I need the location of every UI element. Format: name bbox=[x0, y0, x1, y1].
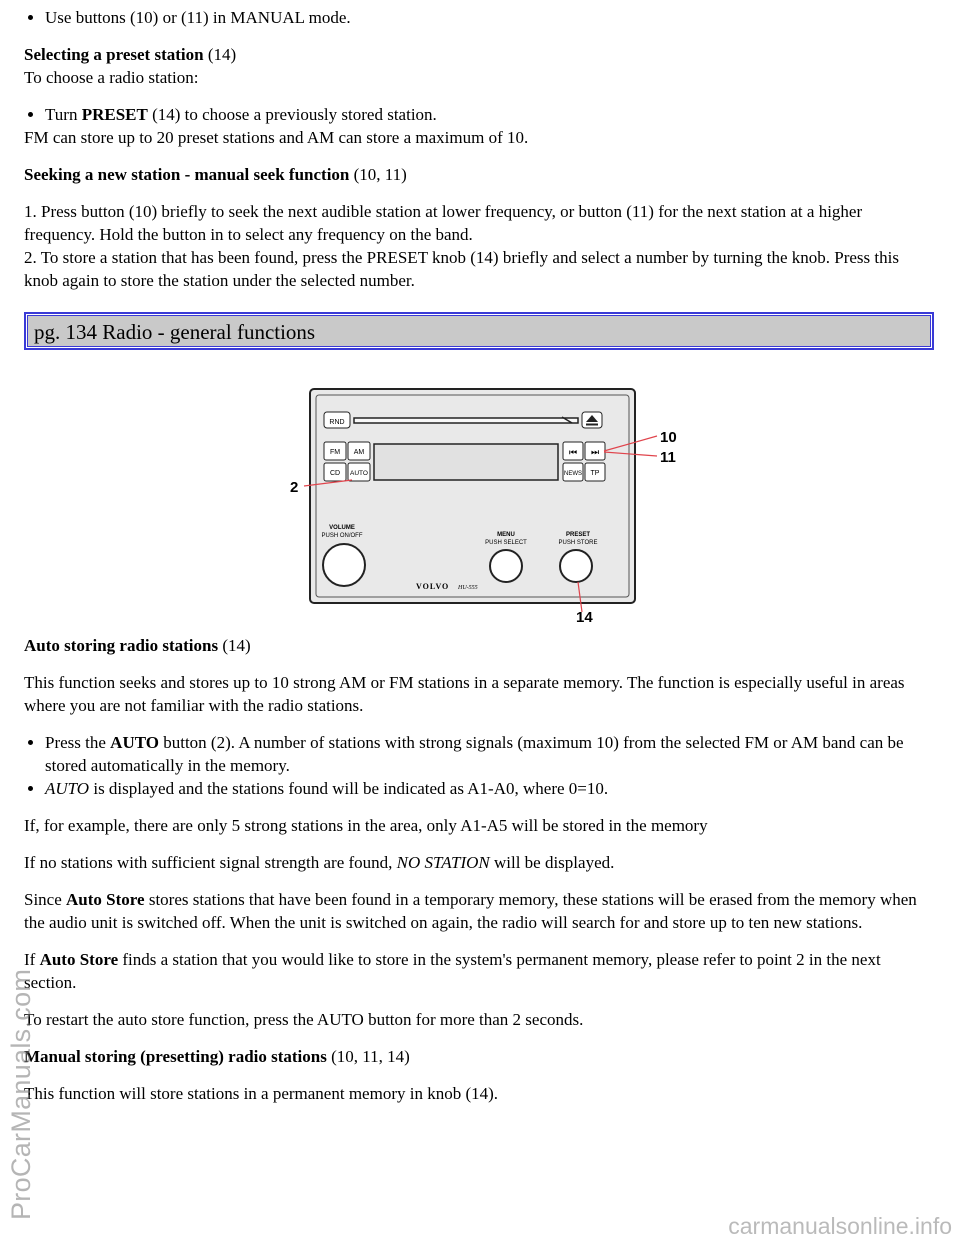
if-post: finds a station that you would like to store in the system's permanent memory, please refer to point 2 in the next section. bbox=[24, 950, 881, 992]
seek-ref: (10, 11) bbox=[349, 165, 407, 184]
seek-heading-paragraph bbox=[24, 163, 934, 186]
auto-bullet2-italic: AUTO bbox=[45, 779, 90, 798]
auto-bullet1-pre: Press the bbox=[45, 733, 111, 752]
section-title-bar bbox=[24, 312, 934, 350]
volume-label-1: VOLUME bbox=[329, 525, 355, 531]
manual-store-heading-paragraph bbox=[24, 1045, 934, 1068]
if-pre: If bbox=[24, 950, 40, 969]
cd-label: CD bbox=[329, 470, 341, 477]
auto-label: AUTO bbox=[350, 470, 368, 477]
callout-11: 11 bbox=[660, 449, 676, 466]
volume-knob bbox=[323, 544, 365, 586]
callout-2: 2 bbox=[290, 479, 299, 496]
auto-bullet1-post: button (2). A number of stations with strong signals (maximum 10) from the selected FM or AM band can be stored automatically in the memory. bbox=[45, 733, 904, 775]
preset-heading: Selecting a preset station bbox=[24, 45, 204, 64]
section-title: pg. 134 Radio - general functions bbox=[34, 320, 316, 344]
seek-down-icon: ⏮ bbox=[568, 448, 578, 458]
fm-label: FM bbox=[329, 449, 341, 456]
auto-bullet1-bold: AUTO bbox=[110, 733, 159, 752]
seek-step-2: 2. To store a station that has been found, press the PRESET knob (14) briefly and select a number by turning the knob. Press this knob again to store the station under the selected number. bbox=[24, 248, 899, 290]
seek-step-1: 1. Press button (10) briefly to seek the next audible station at lower frequency, or button (11) for the next station at a higher frequency. Hold the button in to select any frequency on the band. bbox=[24, 202, 863, 244]
tp-label: TP bbox=[590, 470, 600, 477]
no-station-paragraph bbox=[24, 851, 934, 874]
since-paragraph bbox=[24, 888, 934, 934]
preset-bullet-post: (14) to choose a previously stored station. bbox=[147, 105, 437, 124]
watermark-left-text: ProCarManuals.com bbox=[6, 968, 36, 1220]
since-post: stores stations that have been found in a temporary memory, these stations will be erased from the memory when the audio unit is switched off. When the unit is switched on again, the radio will search for and store up to ten new stations. bbox=[24, 890, 917, 932]
cd-slot bbox=[354, 418, 578, 423]
menu-knob bbox=[490, 550, 522, 582]
preset-list bbox=[24, 103, 934, 126]
preset-line: To choose a radio station: bbox=[24, 68, 199, 87]
if-bold: Auto Store bbox=[39, 950, 119, 969]
if-paragraph bbox=[24, 948, 934, 994]
auto-store-heading: Auto storing radio stations bbox=[24, 636, 219, 655]
seek-steps bbox=[24, 200, 934, 292]
preset-bullet-bold: PRESET bbox=[81, 105, 148, 124]
auto-store-example: If, for example, there are only 5 strong stations in the area, only A1-A5 will be stored in the memory bbox=[24, 816, 708, 835]
since-bold: Auto Store bbox=[66, 890, 145, 909]
preset-label-2: PUSH STORE bbox=[558, 540, 598, 546]
eject-icon-bar bbox=[586, 424, 598, 426]
volume-label-2: PUSH ON/OFF bbox=[321, 533, 363, 539]
callout-10: 10 bbox=[660, 429, 677, 446]
model-label: HU-555 bbox=[458, 585, 478, 591]
preset-knob bbox=[560, 550, 592, 582]
menu-label-2: PUSH SELECT bbox=[485, 540, 527, 546]
manual-store-desc: This function will store stations in a permanent memory in knob (14). bbox=[24, 1084, 499, 1103]
preset-bullet bbox=[45, 103, 934, 126]
preset-label-1: PRESET bbox=[565, 532, 591, 538]
preset-paragraph bbox=[24, 43, 934, 89]
radio-figure bbox=[24, 350, 934, 634]
seek-up-icon: ⏭ bbox=[590, 448, 600, 458]
no-station-italic: NO STATION bbox=[396, 853, 490, 872]
watermark-left bbox=[0, 480, 60, 1240]
auto-store-bullet-2 bbox=[45, 777, 934, 800]
no-station-post: will be displayed. bbox=[489, 853, 615, 872]
auto-store-list bbox=[24, 731, 934, 800]
no-station-pre: If no stations with sufficient signal strength are found, bbox=[24, 853, 397, 872]
manual-store-heading: Manual storing (presetting) radio stations bbox=[24, 1047, 327, 1066]
since-pre: Since bbox=[24, 890, 67, 909]
auto-store-bullet-1 bbox=[45, 731, 934, 777]
auto-store-desc: This function seeks and stores up to 10 strong AM or FM stations in a separate memory. The function is especially useful in areas where you are not familiar with the radio stations. bbox=[24, 673, 905, 715]
watermark-bottom: carmanualsonline.info bbox=[728, 1213, 952, 1239]
preset-ref: (14) bbox=[203, 45, 237, 64]
radio-display bbox=[374, 444, 558, 480]
radio-illustration bbox=[290, 384, 710, 624]
preset-bullet-pre: Turn bbox=[45, 105, 82, 124]
brand-label: VOLVO bbox=[416, 582, 450, 591]
auto-store-ref: (14) bbox=[218, 636, 251, 655]
seek-heading: Seeking a new station - manual seek function bbox=[24, 165, 350, 184]
rnd-label: RND bbox=[329, 419, 345, 426]
restart-paragraph: To restart the auto store function, press the AUTO button for more than 2 seconds. bbox=[24, 1010, 584, 1029]
callout-14: 14 bbox=[576, 609, 593, 624]
manual-page bbox=[24, 6, 934, 1119]
am-label: AM bbox=[353, 449, 365, 456]
manual-store-ref: (10, 11, 14) bbox=[326, 1047, 410, 1066]
auto-store-heading-paragraph bbox=[24, 634, 934, 657]
menu-label-1: MENU bbox=[497, 532, 515, 538]
news-label: NEWS bbox=[564, 471, 582, 477]
intro-list bbox=[24, 6, 934, 29]
preset-note: FM can store up to 20 preset stations and AM can store a maximum of 10. bbox=[24, 128, 529, 147]
intro-bullet: • Use buttons (10) or (11) in MANUAL mode. bbox=[45, 6, 934, 29]
auto-bullet2-post: is displayed and the stations found will be indicated as A1-A0, where 0=10. bbox=[89, 779, 609, 798]
